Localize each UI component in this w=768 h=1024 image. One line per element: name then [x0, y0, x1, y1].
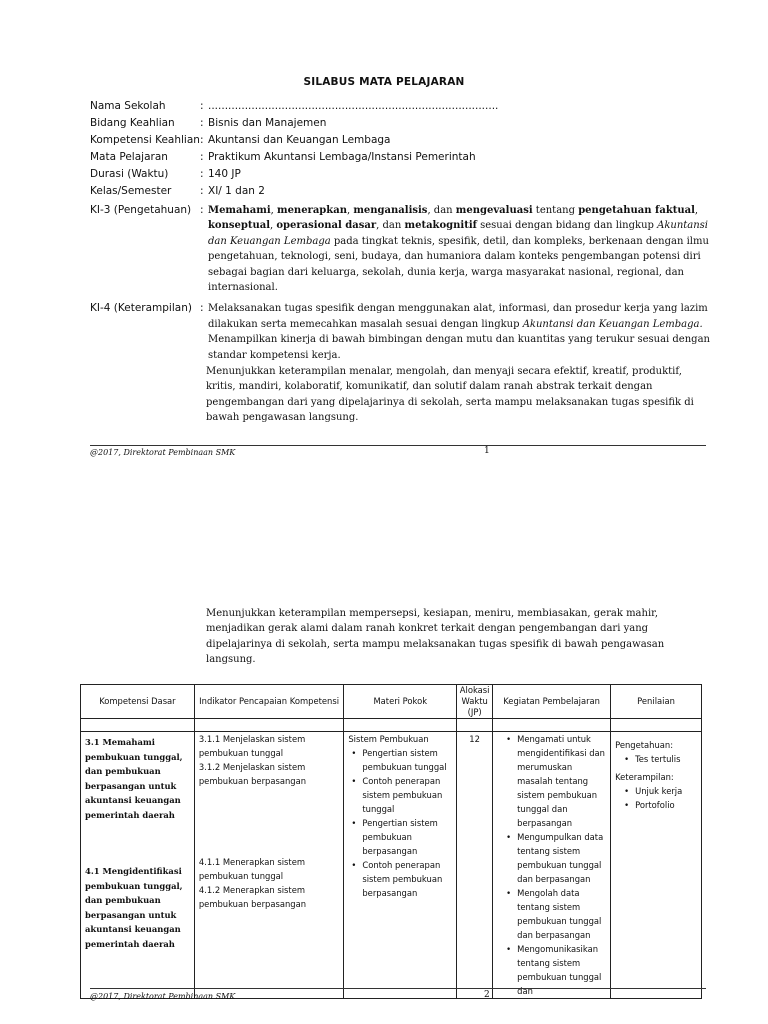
alokasi-cell: 12 [457, 732, 493, 999]
field-label: Kompetensi Keahlian [90, 134, 200, 146]
page-number: 2 [484, 990, 490, 1000]
kegiatan-cell [493, 732, 611, 999]
field-row-field: Bidang Keahlian : Bisnis dan Manajemen [90, 115, 710, 132]
syllabus-table [80, 684, 702, 999]
identity-block [90, 98, 710, 363]
ki4-label: KI-4 (Keterampilan) [90, 302, 192, 315]
penilaian-pengetahuan-list [615, 752, 697, 766]
ipk-4-1-2: 4.1.2 Menerapkan sistem pembukuan berpasangan [198, 885, 307, 909]
table-row [81, 732, 702, 999]
kd-cell [81, 732, 195, 999]
field-value: Praktikum Akuntansi Lembaga/Instansi Pemerintah [208, 151, 476, 163]
header-alokasi: Alokasi Waktu (JP) [457, 685, 493, 719]
header-materi: Materi Pokok [344, 685, 457, 719]
penilaian-keterampilan-list [615, 784, 697, 812]
ki4-paragraph-2: Menunjukkan keterampilan menalar, mengolah, dan menyaji secara efektif, kreatif, produktif, kritis, mandiri, kolaboratif, komunikatif, dan solutif dalam ranah abstrak terkait dengan pengembangan dari yang dipelajarinya di sekolah, serta mampu melaksanakan tugas spesifik di bawah pengawasan langsung. [206, 366, 694, 424]
list-item: • Unjuk kerja [635, 784, 697, 798]
header-ipk: Indikator Pencapaian Kompetensi [194, 685, 344, 719]
field-row-class: Kelas/Semester : XI/ 1 dan 2 [90, 183, 710, 200]
field-row-subject: Mata Pelajaran : Praktikum Akuntansi Lembaga/Instansi Pemerintah [90, 149, 710, 166]
ki3-row: KI-3 (Pengetahuan) : Memahami, menerapkan, menganalisis, dan mengevaluasi tentang pengetahuan faktual, konseptual, operasional dasar, dan metakognitif sesuai dengan bidang dan lingkup Akuntansi dan Keuangan Lembaga pada tingkat teknis, spesifik, detil, dan kompleks, berkenaan dengan ilmu pengetahuan, teknologi, seni, budaya, dan humaniora dalam konteks pengembangan potensi diri sebagai bagian dari keluarga, sekolah, dunia kerja, warga masyarakat nasional, regional, dan internasional. [90, 202, 710, 295]
field-value: Bisnis dan Manajemen [208, 117, 327, 129]
header-penilaian: Penilaian [611, 685, 702, 719]
footer-divider [90, 988, 706, 989]
field-value: XI/ 1 dan 2 [208, 185, 265, 197]
materi-cell [344, 732, 457, 999]
footer-divider [90, 445, 706, 446]
penilaian-pengetahuan-label: Pengetahuan: [615, 740, 674, 750]
field-value: 140 JP [208, 168, 241, 180]
list-item: • Contoh penerapan sistem pembukuan berpasangan [362, 858, 452, 900]
list-item: • Pengertian sistem pembukuan tunggal [362, 746, 452, 774]
document-title: SILABUS MATA PELAJARAN [303, 76, 465, 88]
list-item: • Mengolah data tentang sistem pembukuan tunggal dan berpasangan [517, 886, 606, 942]
list-item: • Contoh penerapan sistem pembukuan tunggal [362, 774, 452, 816]
ki4-row: KI-4 (Keterampilan) : Melaksanakan tugas spesifik dengan menggunakan alat, informasi, dan prosedur kerja yang lazim dilakukan serta memecahkan masalah sesuai dengan lingkup Akuntansi dan Keuangan Lembaga. Menampilkan kinerja di bawah bimbingan dengan mutu dan kuantitas yang terukur sesuai dengan standar kompetensi kerja. [90, 300, 710, 363]
materi-list [348, 746, 452, 900]
penilaian-cell [611, 732, 702, 999]
ipk-4-1-1: 4.1.1 Menerapkan sistem pembukuan tunggal [198, 857, 305, 881]
field-row-school: Nama Sekolah : ....................................................................................... [90, 98, 710, 115]
field-value: Akuntansi dan Keuangan Lembaga [208, 134, 391, 146]
list-item: • Tes tertulis [635, 752, 697, 766]
field-label: Kelas/Semester [90, 185, 172, 197]
ipk-3-1-1: 3.1.1 Menjelaskan sistem pembukuan tunggal [198, 734, 306, 758]
table-spacer-row [81, 719, 702, 732]
list-item: • Mengumpulkan data tentang sistem pembukuan tunggal dan berpasangan [517, 830, 606, 886]
header-kegiatan: Kegiatan Pembelajaran [493, 685, 611, 719]
list-item: • Pengertian sistem pembukuan berpasangan [362, 816, 452, 858]
field-row-competency: Kompetensi Keahlian : Akuntansi dan Keuangan Lembaga [90, 132, 710, 149]
table-header-row [81, 685, 702, 719]
kd-3-1: 3.1 Memahami pembukuan tunggal, dan pembukuan berpasangan untuk akuntansi keuangan pemerintah daerah [85, 737, 183, 820]
kegiatan-list [497, 732, 606, 998]
penilaian-keterampilan-label: Keterampilan: [615, 772, 674, 782]
field-label: Durasi (Waktu) [90, 168, 169, 180]
header-kd: Kompetensi Dasar [81, 685, 195, 719]
ipk-3-1-2: 3.1.2 Menjelaskan sistem pembukuan berpasangan [198, 762, 307, 786]
materi-title: Sistem Pembukuan [348, 734, 429, 744]
kd-4-1: 4.1 Mengidentifikasi pembukuan tunggal, dan pembukuan berpasangan untuk akuntansi keuangan pemerintah daerah [85, 866, 183, 949]
page-footer: @2017, Direktorat Pembinaan SMK [90, 992, 236, 1001]
list-item: • Mengomunikasikan tentang sistem pembukuan tunggal dan [517, 942, 606, 998]
field-label: Mata Pelajaran [90, 151, 168, 163]
field-value: ....................................................................................... [208, 100, 499, 112]
ki3-text: Memahami, menerapkan, menganalisis, dan mengevaluasi tentang pengetahuan faktual, konseptual, operasional dasar, dan metakognitif sesuai dengan bidang dan lingkup Akuntansi dan Keuangan Lembaga pada tingkat teknis, spesifik, detil, dan kompleks, berkenaan dengan ilmu pengetahuan, teknologi, seni, budaya, dan humaniora dalam konteks pengembangan potensi diri sebagai bagian dari keluarga, sekolah, dunia kerja, warga masyarakat nasional, regional, dan internasional. [208, 205, 709, 294]
field-label: Bidang Keahlian [90, 117, 175, 129]
page-footer: @2017, Direktorat Pembinaan SMK [90, 448, 236, 457]
page-number: 1 [484, 446, 490, 456]
field-label: Nama Sekolah [90, 100, 166, 112]
list-item: • Mengamati untuk mengidentifikasi dan merumuskan masalah tentang sistem pembukuan tunggal dan berpasangan [517, 732, 606, 830]
field-row-duration: Durasi (Waktu) : 140 JP [90, 166, 710, 183]
list-item: • Portofolio [635, 798, 697, 812]
ipk-cell [194, 732, 344, 999]
ki3-label: KI-3 (Pengetahuan) [90, 204, 192, 216]
ki4-paragraph-3: Menunjukkan keterampilan mempersepsi, kesiapan, meniru, membiasakan, gerak mahir, menjadikan gerak alami dalam ranah konkret terkait dengan pengembangan dari yang dipelajarinya di sekolah, serta mampu melaksanakan tugas spesifik di bawah pengawasan langsung. [206, 608, 665, 666]
ki4-text: Melaksanakan tugas spesifik dengan menggunakan alat, informasi, dan prosedur kerja yang lazim dilakukan serta memecahkan masalah sesuai dengan lingkup Akuntansi dan Keuangan Lembaga. Menampilkan kinerja di bawah bimbingan dengan mutu dan kuantitas yang terukur sesuai dengan standar kompetensi kerja. [208, 303, 710, 361]
